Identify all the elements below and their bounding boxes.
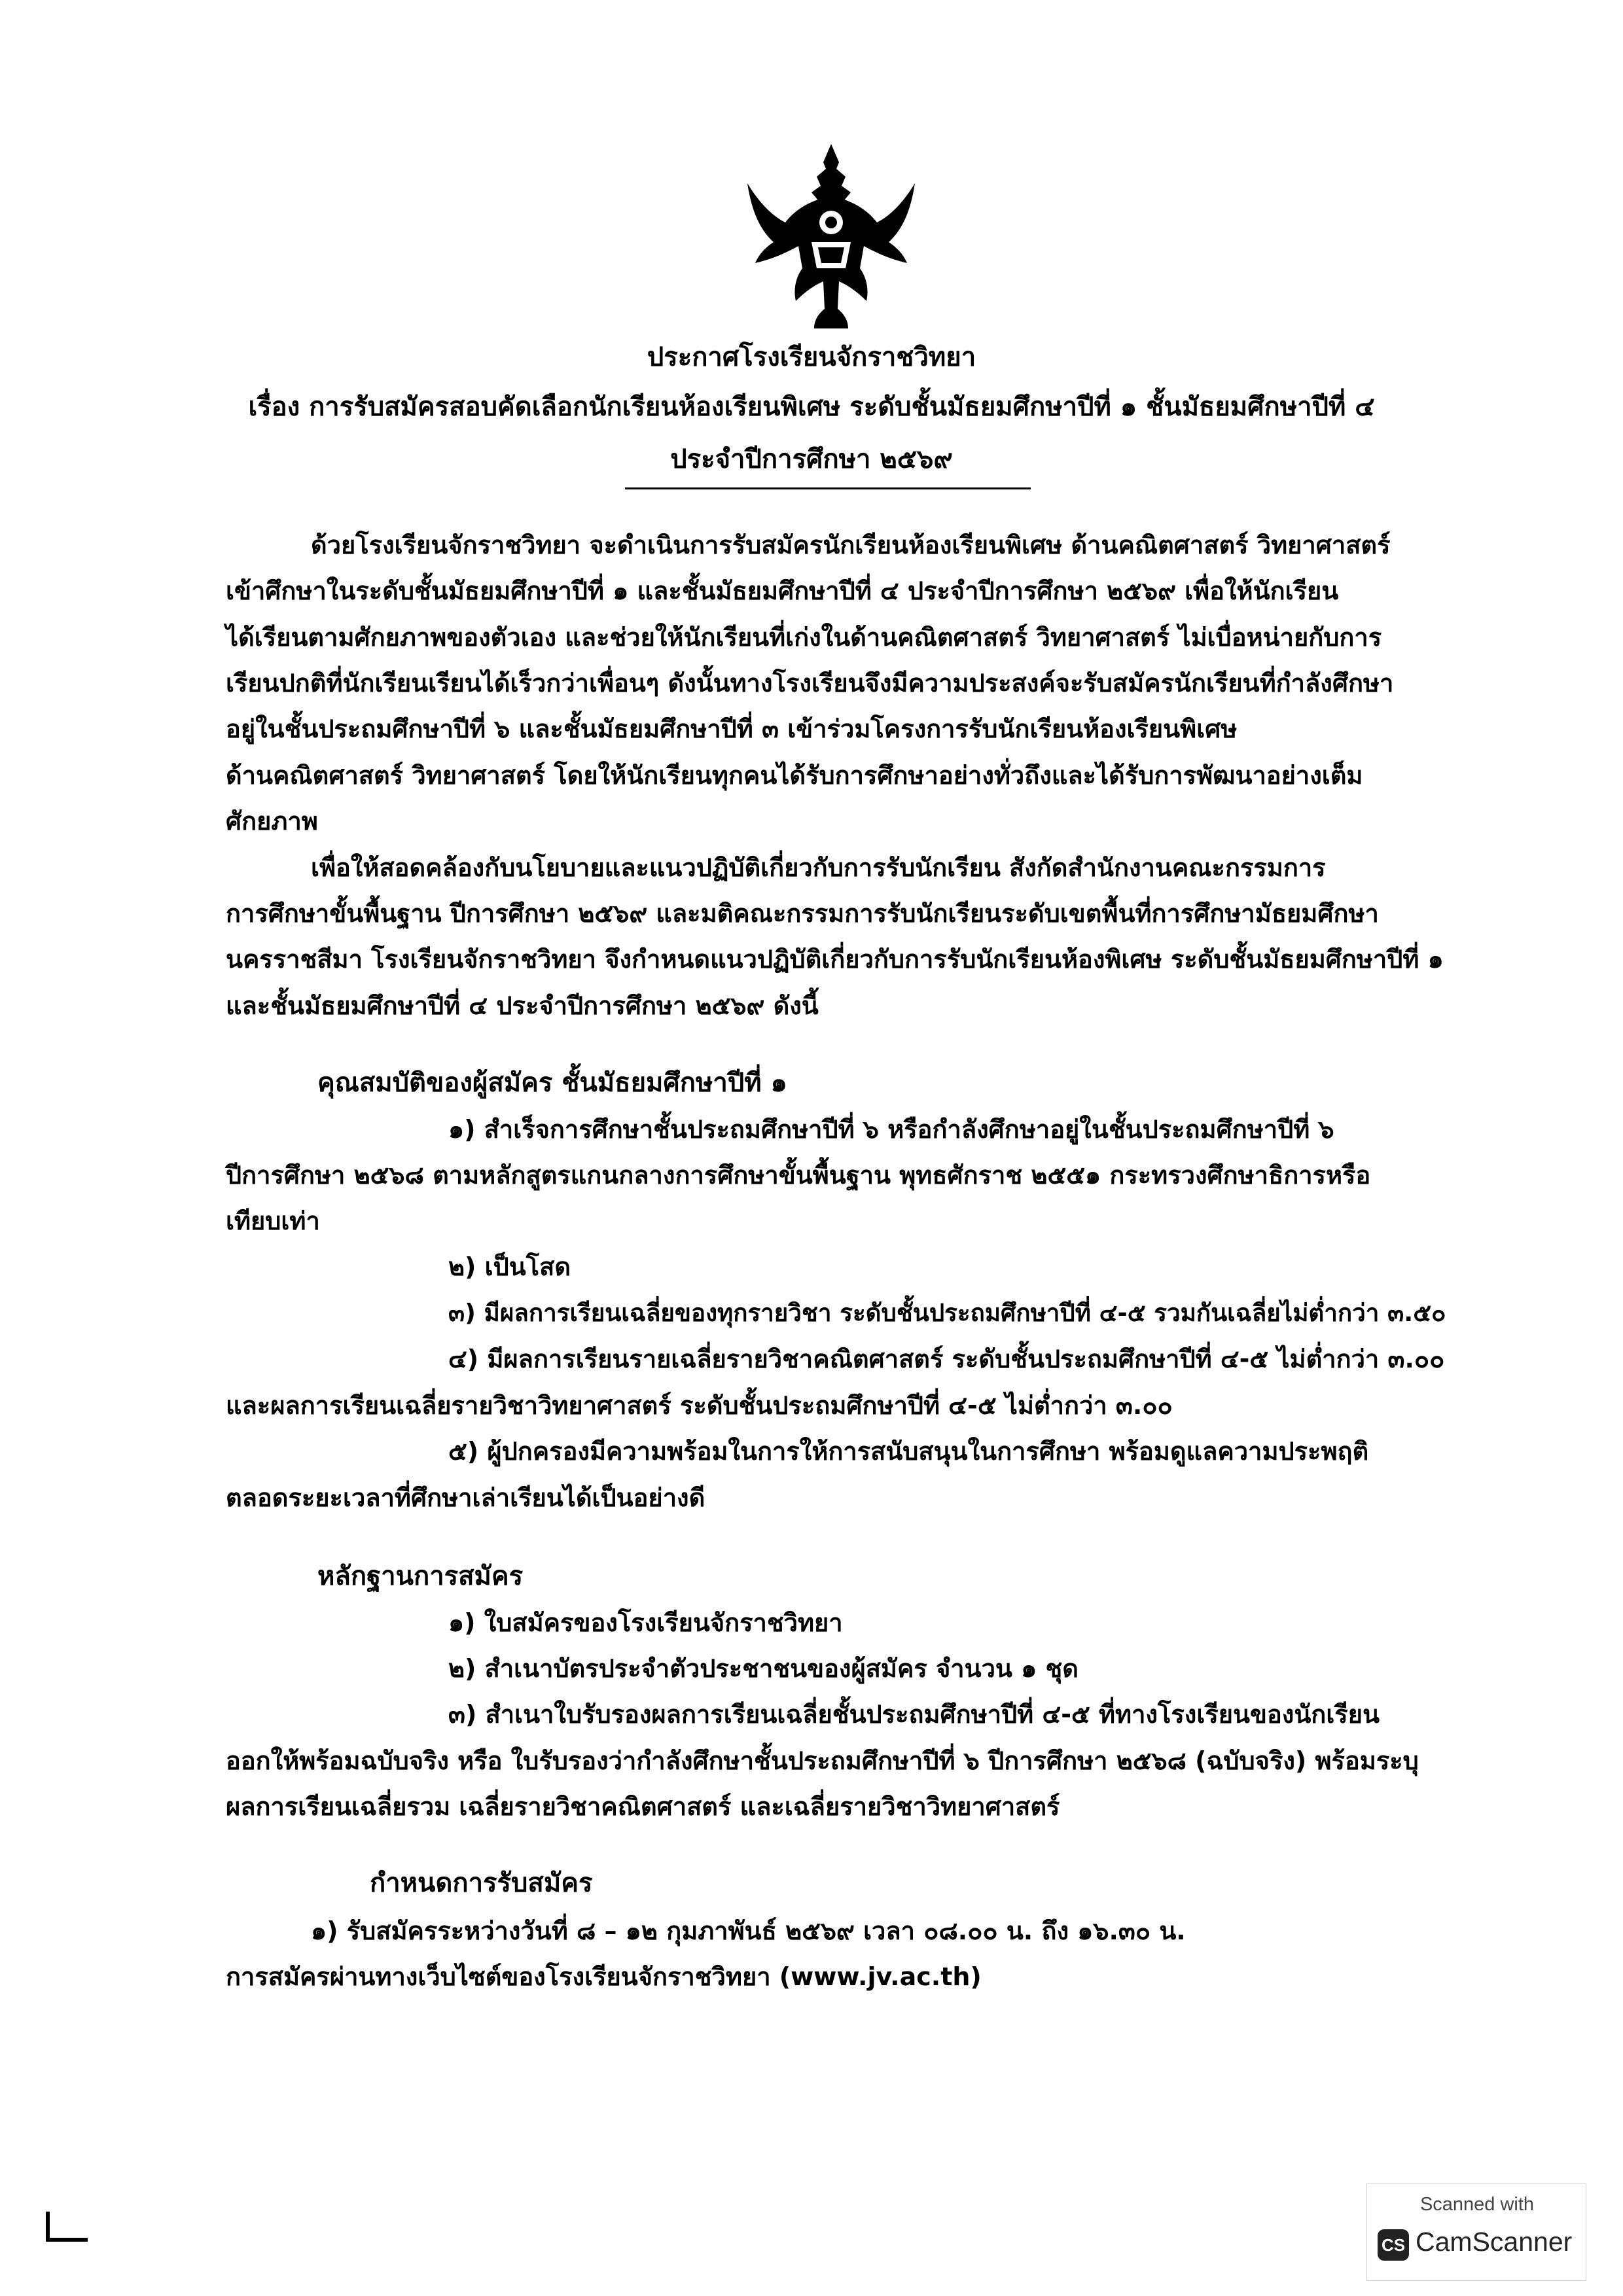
evidence-item-3-cont: ออกให้พร้อมฉบับจริง หรือ ใบรับรองว่ากำลังศึกษาชั้นประถมศึกษาปีที่ ๖ ปีการศึกษา ๒๕๖๘ (ฉบับจริง) พร้อมระบุ bbox=[226, 1746, 1419, 1775]
intro-para2-line: เพื่อให้สอดคล้องกับนโยบายและแนวปฏิบัติเกี่ยวกับการรับนักเรียน สังกัดสำนักงานคณะกรรมการ bbox=[311, 853, 1326, 882]
document-title: ประกาศโรงเรียนจักราชวิทยา bbox=[647, 342, 976, 372]
intro-para1-line: ด้านคณิตศาสตร์ วิทยาศาสตร์ โดยให้นักเรียนทุกคนได้รับการศึกษาอย่างทั่วถึงและได้รับการพัฒนาอย่างเต็ม bbox=[226, 761, 1363, 790]
intro-para2-line: นครราชสีมา โรงเรียนจักราชวิทยา จึงกำหนดแนวปฏิบัติเกี่ยวกับการรับนักเรียนห้องพิเศษ ระดับชั้นมัธยมศึกษาปีที่ ๑ bbox=[226, 945, 1444, 974]
qualification-item-1: ๑) สำเร็จการศึกษาชั้นประถมศึกษาปีที่ ๖ หรือกำลังศึกษาอยู่ในชั้นประถมศึกษาปีที่ ๖ bbox=[448, 1115, 1334, 1144]
evidence-item-2: ๒) สำเนาบัตรประจำตัวประชาชนของผู้สมัคร จำนวน ๑ ชุด bbox=[448, 1654, 1079, 1683]
qualification-item-3: ๓) มีผลการเรียนเฉลี่ยของทุกรายวิชา ระดับชั้นประถมศึกษาปีที่ ๔-๕ รวมกันเฉลี่ยไม่ต่ำกว่า ๓.๕๐ bbox=[448, 1299, 1446, 1327]
intro-para1-line: ศักยภาพ bbox=[226, 807, 318, 836]
intro-para1-line: ด้วยโรงเรียนจักราชวิทยา จะดำเนินการรับสมัครนักเรียนห้องเรียนพิเศษ ด้านคณิตศาสตร์ วิทยาศาสตร์ bbox=[311, 531, 1391, 559]
camscanner-logo-icon: CS bbox=[1378, 2229, 1409, 2261]
intro-para1-line: เข้าศึกษาในระดับชั้นมัธยมศึกษาปีที่ ๑ และชั้นมัธยมศึกษาปีที่ ๔ ประจำปีการศึกษา ๒๕๖๙ เพื่อให้นักเรียน bbox=[226, 576, 1339, 605]
schedule-item-1: ๑) รับสมัครระหว่างวันที่ ๘ – ๑๒ กุมภาพันธ์ ๒๕๖๙ เวลา ๐๘.๐๐ น. ถึง ๑๖.๓๐ น. bbox=[311, 1916, 1186, 1945]
scan-corner-mark bbox=[46, 2212, 88, 2242]
academic-year-line: ประจำปีการศึกษา ๒๕๖๙ bbox=[670, 444, 953, 474]
intro-para2-line: การศึกษาขั้นพื้นฐาน ปีการศึกษา ๒๕๖๙ และมติคณะกรรมการรับนักเรียนระดับเขตพื้นที่การศึกษามัธยมศึกษา bbox=[226, 899, 1379, 928]
evidence-item-3: ๓) สำเนาใบรับรองผลการเรียนเฉลี่ยชั้นประถมศึกษาปีที่ ๔-๕ ที่ทางโรงเรียนของนักเรียน bbox=[448, 1700, 1380, 1729]
qualification-item-4: ๔) มีผลการเรียนรายเฉลี่ยรายวิชาคณิตศาสตร์ ระดับชั้นประถมศึกษาปีที่ ๔-๕ ไม่ต่ำกว่า ๓.๐๐ bbox=[448, 1345, 1445, 1373]
camscanner-brand: CamScanner bbox=[1416, 2227, 1573, 2257]
evidence-heading: หลักฐานการสมัคร bbox=[317, 1561, 524, 1591]
evidence-item-1: ๑) ใบสมัครของโรงเรียนจักราชวิทยา bbox=[448, 1608, 843, 1637]
qualification-item-2: ๒) เป็นโสด bbox=[448, 1252, 571, 1281]
qualification-item-5-cont: ตลอดระยะเวลาที่ศึกษาเล่าเรียนได้เป็นอย่างดี bbox=[226, 1483, 705, 1512]
qualification-item-1-cont: เทียบเท่า bbox=[226, 1207, 320, 1235]
document-subject: เรื่อง การรับสมัครสอบคัดเลือกนักเรียนห้องเรียนพิเศษ ระดับชั้นมัธยมศึกษาปีที่ ๑ ชั้นมัธยมศึกษาปีที่ ๔ bbox=[248, 392, 1375, 422]
intro-para2-line: และชั้นมัธยมศึกษาปีที่ ๔ ประจำปีการศึกษา ๒๕๖๙ ดังนี้ bbox=[226, 991, 819, 1020]
intro-para1-line: เรียนปกติที่นักเรียนเรียนได้เร็วกว่าเพื่อนๆ ดังนั้นทางโรงเรียนจึงมีความประสงค์จะรับสมัครนักเรียนที่กำลังศึกษา bbox=[226, 669, 1394, 698]
intro-para1-line: ได้เรียนตามศักยภาพของตัวเอง และช่วยให้นักเรียนที่เก่งในด้านคณิตศาสตร์ วิทยาศาสตร์ ไม่เบื่อหน่ายกับการ bbox=[226, 623, 1382, 652]
evidence-item-3-cont: ผลการเรียนเฉลี่ยรวม เฉลี่ยรายวิชาคณิตศาสตร์ และเฉลี่ยรายวิชาวิทยาศาสตร์ bbox=[226, 1792, 1060, 1821]
schedule-heading: กำหนดการรับสมัคร bbox=[370, 1868, 593, 1898]
schedule-item-1-cont: การสมัครผ่านทางเว็บไซต์ของโรงเรียนจักราชวิทยา (www.jv.ac.th) bbox=[226, 1962, 982, 1991]
qualification-item-1-cont: ปีการศึกษา ๒๕๖๘ ตามหลักสูตรแกนกลางการศึกษาขั้นพื้นฐาน พุทธศักราช ๒๕๕๑ กระทรวงศึกษาธิการหรือ bbox=[226, 1161, 1371, 1190]
qualification-item-5: ๕) ผู้ปกครองมีความพร้อมในการให้การสนับสนุนในการศึกษา พร้อมดูแลความประพฤติ bbox=[448, 1437, 1369, 1466]
garuda-emblem-icon bbox=[733, 137, 929, 334]
intro-para1-line: อยู่ในชั้นประถมศึกษาปีที่ ๖ และชั้นมัธยมศึกษาปีที่ ๓ เข้าร่วมโครงการรับนักเรียนห้องเรียนพิเศษ bbox=[226, 715, 1238, 743]
scanned-with-label: Scanned with bbox=[1419, 2194, 1535, 2215]
title-underline bbox=[625, 487, 1031, 489]
qualification-item-4-cont: และผลการเรียนเฉลี่ยรายวิชาวิทยาศาสตร์ ระดับชั้นประถมศึกษาปีที่ ๔-๕ ไม่ต่ำกว่า ๓.๐๐ bbox=[226, 1391, 1173, 1420]
camscanner-watermark bbox=[1366, 2183, 1586, 2281]
qualifications-heading: คุณสมบัติของผู้สมัคร ชั้นมัธยมศึกษาปีที่ ๑ bbox=[317, 1068, 787, 1098]
